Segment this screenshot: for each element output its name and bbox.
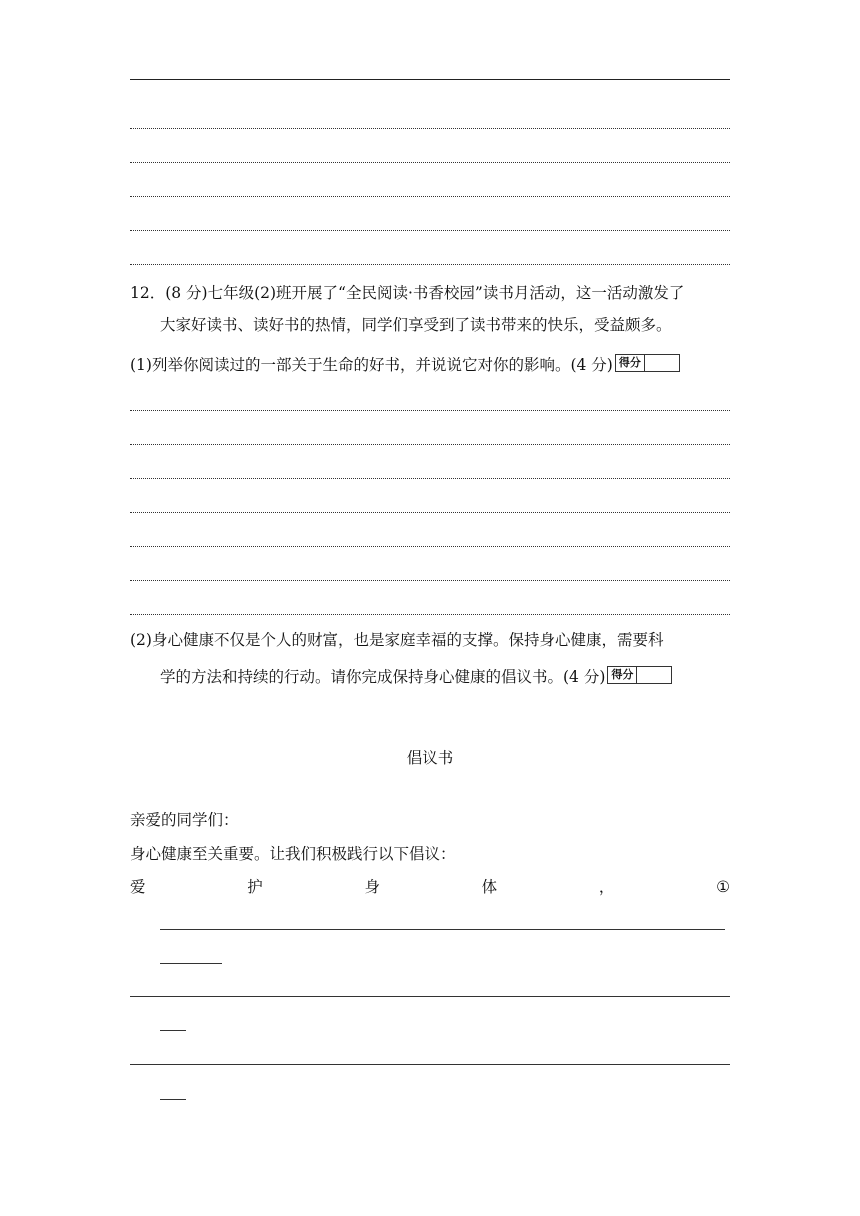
proposal-greeting: 亲爱的同学们：	[130, 811, 239, 829]
answer-line[interactable]	[130, 162, 730, 163]
proposal-intro: 身心健康至关重要。让我们积极践行以下倡议：	[130, 845, 456, 863]
answer-line[interactable]	[130, 546, 730, 547]
top-rule	[130, 79, 730, 80]
part1-prompt-text: (1)列举你阅读过的一部关于生命的好书，并说说它对你的影响。(4 分)	[130, 356, 613, 374]
answer-line[interactable]	[130, 580, 730, 581]
question-12-line2: 大家好读书、读好书的热情，同学们享受到了读书带来的快乐，受益颇多。	[160, 316, 672, 334]
score-field[interactable]	[637, 667, 671, 683]
score-label: 得分	[608, 667, 637, 683]
proposal-char: ，	[598, 878, 615, 896]
part2-line1: (2)身心健康不仅是个人的财富，也是家庭幸福的支撑。保持身心健康，需要科	[130, 631, 664, 649]
score-box[interactable]	[607, 666, 672, 684]
proposal-char: 体	[481, 878, 498, 896]
fill-in-line[interactable]	[160, 1030, 186, 1031]
answer-line[interactable]	[130, 410, 730, 411]
score-box[interactable]	[615, 354, 680, 372]
proposal-item1	[130, 876, 730, 898]
fill-in-line[interactable]	[130, 1064, 730, 1065]
proposal-title: 倡议书	[406, 749, 454, 767]
proposal-char: 护	[247, 878, 263, 896]
answer-line[interactable]	[130, 444, 730, 445]
part1-prompt	[130, 354, 680, 376]
answer-line[interactable]	[130, 264, 730, 265]
fill-in-line[interactable]	[160, 963, 222, 964]
answer-line[interactable]	[130, 128, 730, 129]
answer-line[interactable]	[130, 614, 730, 615]
circled-number-1: ①	[716, 878, 730, 896]
proposal-char: 爱	[130, 878, 146, 896]
fill-in-line[interactable]	[130, 996, 730, 997]
question-12-line1: 12．(8 分)七年级(2)班开展了“全民阅读·书香校园”读书月活动，这一活动激发了	[130, 284, 685, 302]
answer-line[interactable]	[130, 196, 730, 197]
answer-line[interactable]	[130, 512, 730, 513]
answer-line[interactable]	[130, 478, 730, 479]
score-field[interactable]	[645, 355, 679, 371]
answer-line[interactable]	[130, 230, 730, 231]
part2-line2-text: 学的方法和持续的行动。请你完成保持身心健康的倡议书。(4 分)	[160, 668, 606, 686]
fill-in-line[interactable]	[160, 929, 725, 930]
fill-in-line[interactable]	[160, 1099, 186, 1100]
part2-line2	[160, 666, 672, 688]
proposal-char: 身	[364, 878, 380, 896]
score-label: 得分	[616, 355, 645, 371]
